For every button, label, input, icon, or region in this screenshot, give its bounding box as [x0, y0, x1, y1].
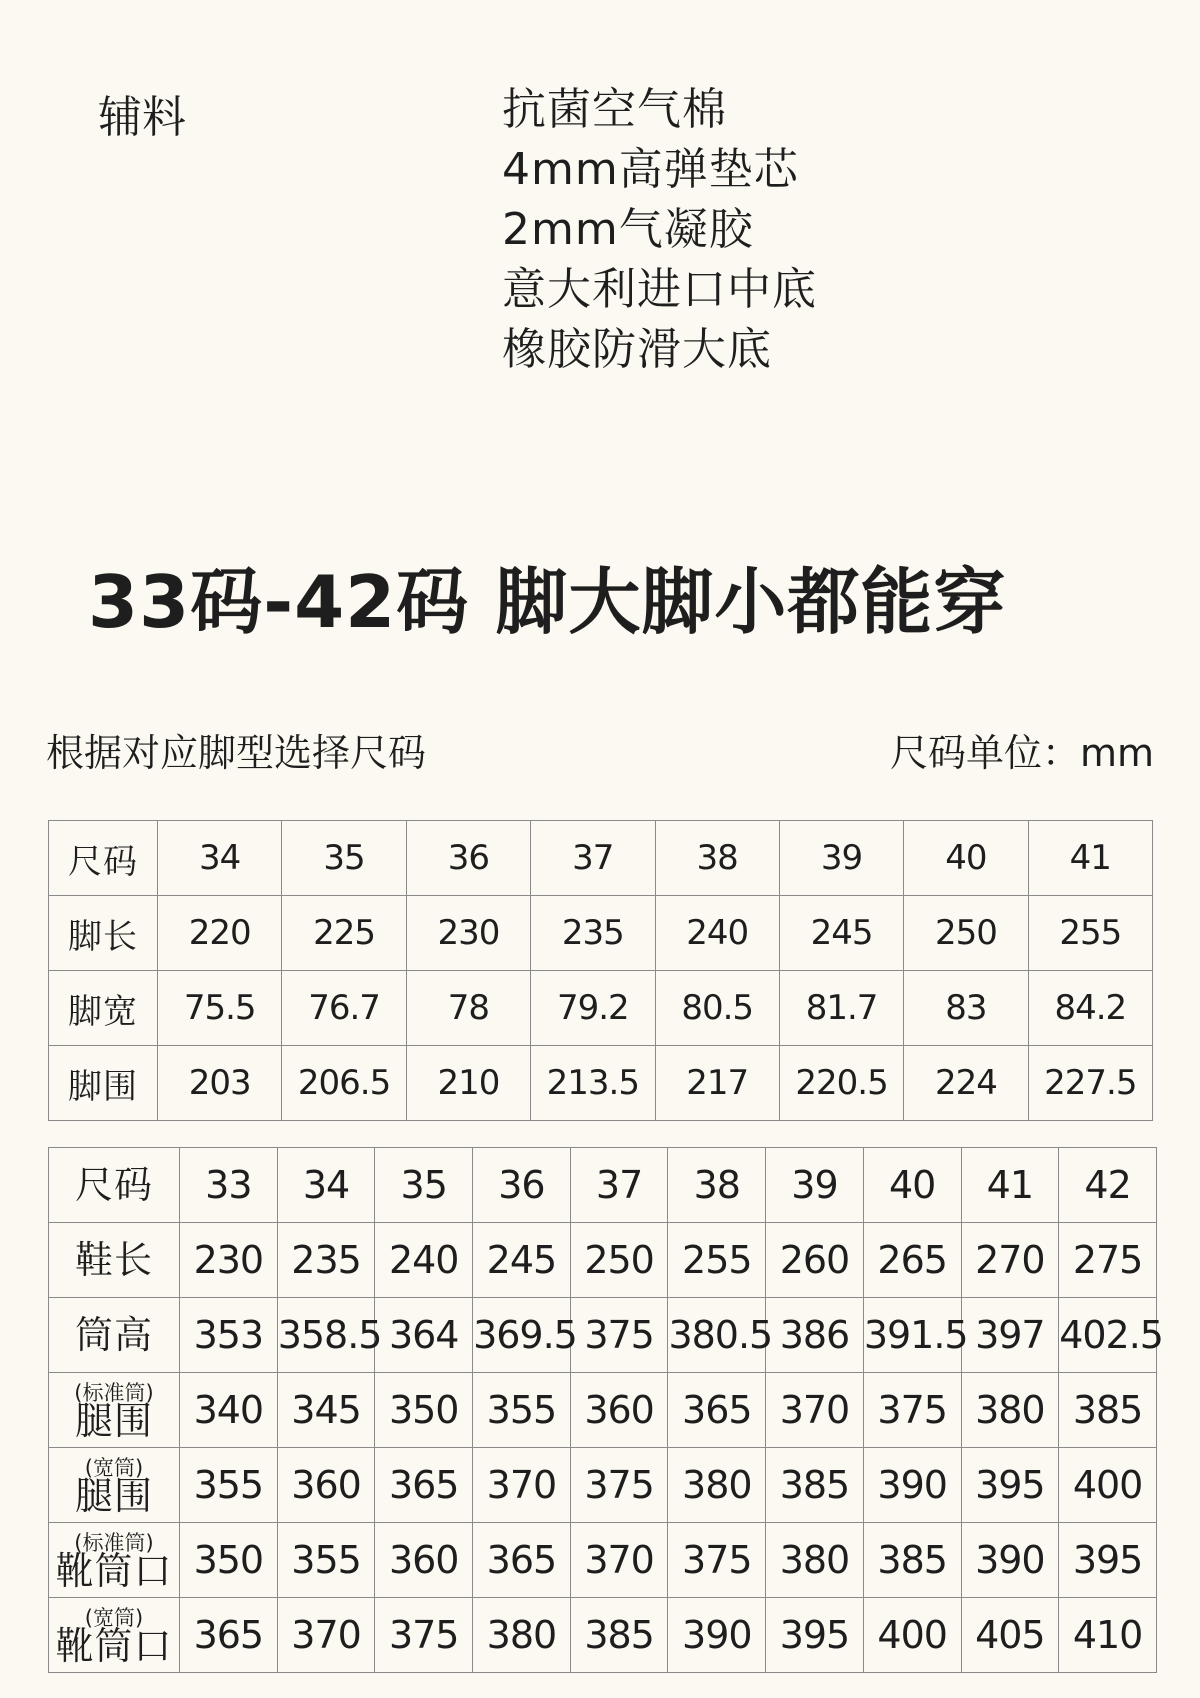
row-header	[49, 1523, 180, 1598]
table-cell: 36	[473, 1148, 571, 1223]
table-cell: 390	[863, 1448, 961, 1523]
table-cell: 405	[961, 1598, 1059, 1673]
row-header	[49, 1298, 180, 1373]
table-cell: 33	[180, 1148, 278, 1223]
table-cell: 80.5	[655, 971, 779, 1046]
table-cell: 380	[961, 1373, 1059, 1448]
table-cell: 350	[180, 1523, 278, 1598]
table-cell: 395	[961, 1448, 1059, 1523]
table-cell: 245	[779, 896, 903, 971]
row-header-note: (宽筒)	[84, 1456, 144, 1480]
table-cell: 240	[655, 896, 779, 971]
row-header	[49, 821, 158, 896]
table-cell: 217	[655, 1046, 779, 1121]
table-cell: 365	[668, 1373, 766, 1448]
table-cell: 380	[766, 1523, 864, 1598]
table-row	[49, 821, 1153, 896]
table-cell: 37	[570, 1148, 668, 1223]
table-cell: 355	[180, 1448, 278, 1523]
table-cell: 395	[1059, 1523, 1157, 1598]
row-header-label: 腿围	[74, 1399, 153, 1443]
table-cell: 358.5	[277, 1298, 375, 1373]
size-guide-text: 根据对应脚型选择尺码	[46, 731, 427, 775]
materials-section	[0, 80, 1200, 400]
table-cell: 340	[180, 1373, 278, 1448]
row-header-label: 靴筒口	[55, 1624, 173, 1668]
row-header-label: 脚围	[68, 1066, 138, 1107]
row-header-label: 尺码	[74, 1163, 153, 1207]
table-cell: 227.5	[1028, 1046, 1152, 1121]
table-cell: 41	[1028, 821, 1152, 896]
row-header	[49, 1046, 158, 1121]
table-cell: 35	[282, 821, 406, 896]
foot-size-table	[48, 820, 1153, 1121]
table-cell: 84.2	[1028, 971, 1152, 1046]
row-header	[49, 896, 158, 971]
table-cell: 210	[406, 1046, 530, 1121]
table-cell: 83	[904, 971, 1028, 1046]
table-cell: 370	[473, 1448, 571, 1523]
table-cell: 391.5	[863, 1298, 961, 1373]
table-cell: 220.5	[779, 1046, 903, 1121]
table-cell: 40	[904, 821, 1028, 896]
table-cell: 265	[863, 1223, 961, 1298]
material-item: 橡胶防滑大底	[502, 324, 772, 375]
table-cell: 235	[277, 1223, 375, 1298]
material-item: 4mm高弹垫芯	[502, 144, 799, 195]
table-cell: 410	[1059, 1598, 1157, 1673]
table-cell: 40	[863, 1148, 961, 1223]
table-cell: 365	[375, 1448, 473, 1523]
table-row	[49, 1448, 1157, 1523]
table-row	[49, 1046, 1153, 1121]
row-header-label: 脚宽	[68, 991, 138, 1032]
table-row	[49, 1298, 1157, 1373]
table-cell: 42	[1059, 1148, 1157, 1223]
table-cell: 386	[766, 1298, 864, 1373]
table-cell: 375	[570, 1298, 668, 1373]
size-range-headline: 33码-42码 脚大脚小都能穿	[88, 560, 1007, 644]
table-cell: 35	[375, 1148, 473, 1223]
table-cell: 255	[1028, 896, 1152, 971]
row-header-note: (标准筒)	[74, 1381, 154, 1405]
table-row	[49, 1598, 1157, 1673]
table-cell: 220	[158, 896, 282, 971]
table-cell: 360	[375, 1523, 473, 1598]
table-row	[49, 971, 1153, 1046]
table-cell: 81.7	[779, 971, 903, 1046]
materials-label: 辅料	[98, 92, 186, 143]
row-header-label: 尺码	[68, 841, 138, 882]
table-cell: 370	[570, 1523, 668, 1598]
row-header	[49, 1148, 180, 1223]
table-cell: 230	[406, 896, 530, 971]
table-cell: 385	[766, 1448, 864, 1523]
table-cell: 353	[180, 1298, 278, 1373]
table-cell: 370	[766, 1373, 864, 1448]
table-cell: 39	[766, 1148, 864, 1223]
table-cell: 255	[668, 1223, 766, 1298]
row-header-label: 腿围	[74, 1474, 153, 1518]
table-cell: 350	[375, 1373, 473, 1448]
table-cell: 213.5	[531, 1046, 655, 1121]
row-header	[49, 1448, 180, 1523]
table-cell: 224	[904, 1046, 1028, 1121]
table-cell: 36	[406, 821, 530, 896]
material-item: 意大利进口中底	[502, 264, 817, 315]
table-cell: 235	[531, 896, 655, 971]
table-cell: 38	[655, 821, 779, 896]
material-item: 2mm气凝胶	[502, 204, 754, 255]
table-cell: 270	[961, 1223, 1059, 1298]
row-header-label: 筒高	[74, 1313, 153, 1357]
table-cell: 79.2	[531, 971, 655, 1046]
table-cell: 360	[277, 1448, 375, 1523]
table-cell: 245	[473, 1223, 571, 1298]
table-cell: 34	[158, 821, 282, 896]
table-row	[49, 1523, 1157, 1598]
row-header-label: 脚长	[68, 916, 138, 957]
row-header-label: 靴筒口	[55, 1549, 173, 1593]
row-header-note: (宽筒)	[84, 1606, 144, 1630]
table-cell: 240	[375, 1223, 473, 1298]
table-cell: 360	[570, 1373, 668, 1448]
table-cell: 225	[282, 896, 406, 971]
table-cell: 369.5	[473, 1298, 571, 1373]
table-cell: 380	[473, 1598, 571, 1673]
table-cell: 39	[779, 821, 903, 896]
size-unit-text: 尺码单位：mm	[889, 731, 1154, 775]
table-cell: 400	[863, 1598, 961, 1673]
table-row	[49, 896, 1153, 971]
table-cell: 390	[668, 1598, 766, 1673]
table-cell: 203	[158, 1046, 282, 1121]
table-cell: 397	[961, 1298, 1059, 1373]
table-cell: 250	[904, 896, 1028, 971]
table-cell: 402.5	[1059, 1298, 1157, 1373]
table-cell: 250	[570, 1223, 668, 1298]
table-cell: 365	[180, 1598, 278, 1673]
table-cell: 400	[1059, 1448, 1157, 1523]
table-cell: 365	[473, 1523, 571, 1598]
table-cell: 380	[668, 1448, 766, 1523]
table-cell: 355	[473, 1373, 571, 1448]
table-cell: 395	[766, 1598, 864, 1673]
table-cell: 375	[375, 1598, 473, 1673]
table-cell: 390	[961, 1523, 1059, 1598]
boot-size-table	[48, 1147, 1163, 1673]
table-cell: 275	[1059, 1223, 1157, 1298]
table-cell: 41	[961, 1148, 1059, 1223]
table-cell: 355	[277, 1523, 375, 1598]
table-cell: 364	[375, 1298, 473, 1373]
table-cell: 380.5	[668, 1298, 766, 1373]
table-cell: 385	[863, 1523, 961, 1598]
table-cell: 375	[668, 1523, 766, 1598]
materials-list	[502, 80, 817, 380]
table-cell: 230	[180, 1223, 278, 1298]
table-cell: 76.7	[282, 971, 406, 1046]
table-cell: 34	[277, 1148, 375, 1223]
material-item: 抗菌空气棉	[502, 84, 727, 135]
table-row	[49, 1373, 1157, 1448]
table-cell: 37	[531, 821, 655, 896]
row-header	[49, 1223, 180, 1298]
table-cell: 345	[277, 1373, 375, 1448]
table-cell: 385	[1059, 1373, 1157, 1448]
table-cell: 375	[863, 1373, 961, 1448]
table-cell: 260	[766, 1223, 864, 1298]
table-row	[49, 1148, 1157, 1223]
table-cell: 385	[570, 1598, 668, 1673]
row-header-note: (标准筒)	[74, 1531, 154, 1555]
row-header	[49, 1373, 180, 1448]
row-header	[49, 1598, 180, 1673]
table-cell: 78	[406, 971, 530, 1046]
table-cell: 38	[668, 1148, 766, 1223]
table-cell: 206.5	[282, 1046, 406, 1121]
table-cell: 375	[570, 1448, 668, 1523]
table-row	[49, 1223, 1157, 1298]
row-header-label: 鞋长	[74, 1238, 153, 1282]
table-cell: 75.5	[158, 971, 282, 1046]
table-cell: 370	[277, 1598, 375, 1673]
row-header	[49, 971, 158, 1046]
